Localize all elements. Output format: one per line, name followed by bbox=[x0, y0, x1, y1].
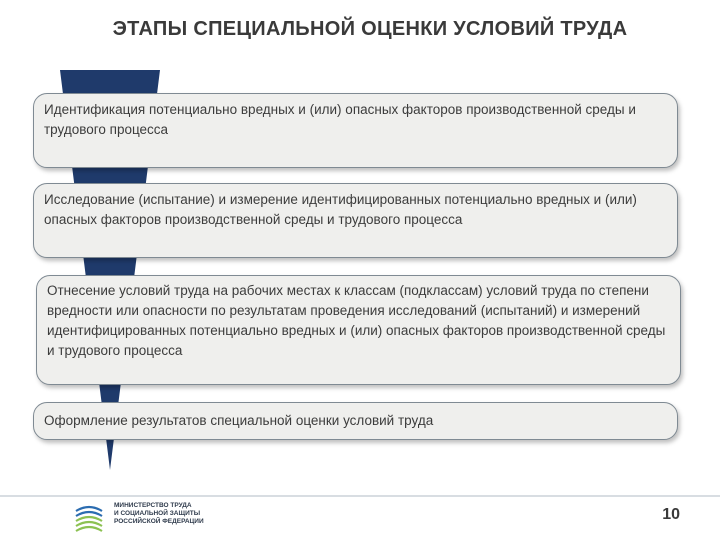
page-number: 10 bbox=[662, 506, 680, 523]
footer-divider bbox=[0, 495, 720, 497]
ministry-emblem-icon bbox=[72, 501, 106, 535]
ministry-name bbox=[114, 502, 204, 526]
ministry-line: РОССИЙСКОЙ ФЕДЕРАЦИИ bbox=[114, 518, 204, 525]
page-title: ЭТАПЫ СПЕЦИАЛЬНОЙ ОЦЕНКИ УСЛОВИЙ ТРУДА bbox=[112, 18, 628, 40]
ministry-line: МИНИСТЕРСТВО ТРУДА bbox=[114, 502, 192, 509]
ministry-line: И СОЦИАЛЬНОЙ ЗАЩИТЫ bbox=[114, 510, 201, 517]
stage-measurement: Исследование (испытание) и измерение идентифицированных потенциально вредных и (или) опасных факторов производственной среды и трудового процесса bbox=[33, 183, 678, 258]
stage-results: Оформление результатов специальной оценки условий труда bbox=[33, 402, 678, 440]
stage-identification: Идентификация потенциально вредных и (или) опасных факторов производственной среды и трудового процесса bbox=[33, 93, 678, 168]
stage-classification: Отнесение условий труда на рабочих местах к классам (подклассам) условий труда по степени вредности или опасности по результатам проведения исследований (испытаний) и измерений идентифицированных потенциально вредных и (или) опасных факторов производственной среды и трудового процесса bbox=[36, 275, 681, 385]
